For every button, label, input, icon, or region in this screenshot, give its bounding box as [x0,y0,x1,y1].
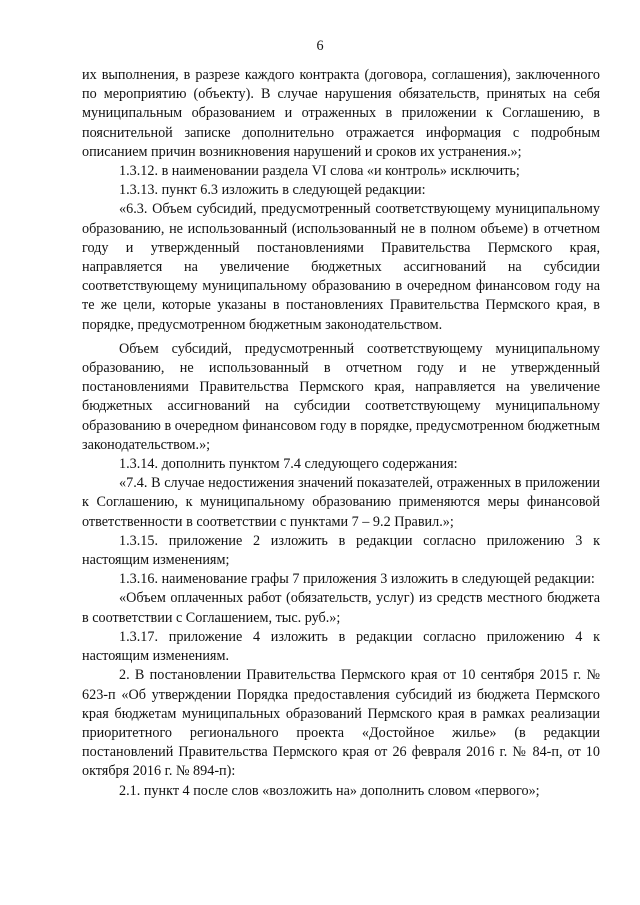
paragraph-2-1: 2.1. пункт 4 после слов «возложить на» дополнить словом «первого»; [119,782,540,799]
paragraph-1-3-17: 1.3.17. приложение 4 изложить в редакции согласно приложению 4 к настоящим изменениям. [82,628,600,665]
paragraph-1-3-16: 1.3.16. наименование графы 7 приложения 3 изложить в следующей редакции: [119,571,595,588]
paragraph-6-3: «6.3. Объем субсидий, предусмотренный соответствующему муниципальному образованию, не использованный (использованный не в полном объеме) в отчетном году и утвержденный постановлениями Правительства Пермского края, направляется на увеличение бюджетных ассигнований на субсидии соответствующему муниципальному образованию в очередном финансовом году на те же цели, которые указаны в постановлениях Правительства Пермского края, в порядке, предусмотренном бюджетным законодательством. [82,201,600,333]
page-number: 6 [316,38,324,54]
paragraph-6-3-continued: Объем субсидий, предусмотренный соответствующему муниципальному образованию, не использованный в отчетном году и не утвержденный постановлениями Правительства Пермского края, направляется на увеличение бюджетных ассигнований на субсидии соответствующему муниципальному образованию в очередном финансовом году в порядке, предусмотренном бюджетным законодательством.»; [82,340,600,453]
document-body [82,66,600,801]
paragraph-2: 2. В постановлении Правительства Пермского края от 10 сентября 2015 г. № 623-п «Об утверждении Порядка предоставления субсидий из бюджета Пермского края бюджетам муниципальных образований Пермского края в рамках реализации приоритетного регионального проекта «Достойное жилье» (в редакции постановлений Правительства Пермского края от 26 февраля 2016 г. № 84-п, от 10 октября 2016 г. № 894-п): [82,667,600,780]
paragraph-1-3-13: 1.3.13. пункт 6.3 изложить в следующей редакции: [119,182,426,199]
paragraph-1-3-14: 1.3.14. дополнить пунктом 7.4 следующего содержания: [119,456,458,473]
paragraph-7-4: «7.4. В случае недостижения значений показателей, отраженных в приложении к Соглашению, к муниципальному образованию применяются меры финансовой ответственности в соответствии с пунктами 7 – 9.2 Правил.»; [82,475,600,530]
paragraph-column-7-title: «Объем оплаченных работ (обязательств, услуг) из средств местного бюджета в соответствии с Соглашением, тыс. руб.»; [82,590,600,626]
paragraph-1-3-15: 1.3.15. приложение 2 изложить в редакции согласно приложению 3 к настоящим изменениям; [82,532,600,569]
paragraph-1-3-12: 1.3.12. в наименовании раздела VI слова «и контроль» исключить; [119,163,520,180]
paragraph-continuation: их выполнения, в разрезе каждого контракта (договора, соглашения), заключенного по мероприятию (объекту). В случае нарушения обязательств, принятых на себя муниципальным образованием и отраженных в приложении к Соглашению, в пояснительной записке дополнительно отражается информация с подробным описанием причин возникновения нарушений и сроков их устранения.»; [82,67,600,160]
